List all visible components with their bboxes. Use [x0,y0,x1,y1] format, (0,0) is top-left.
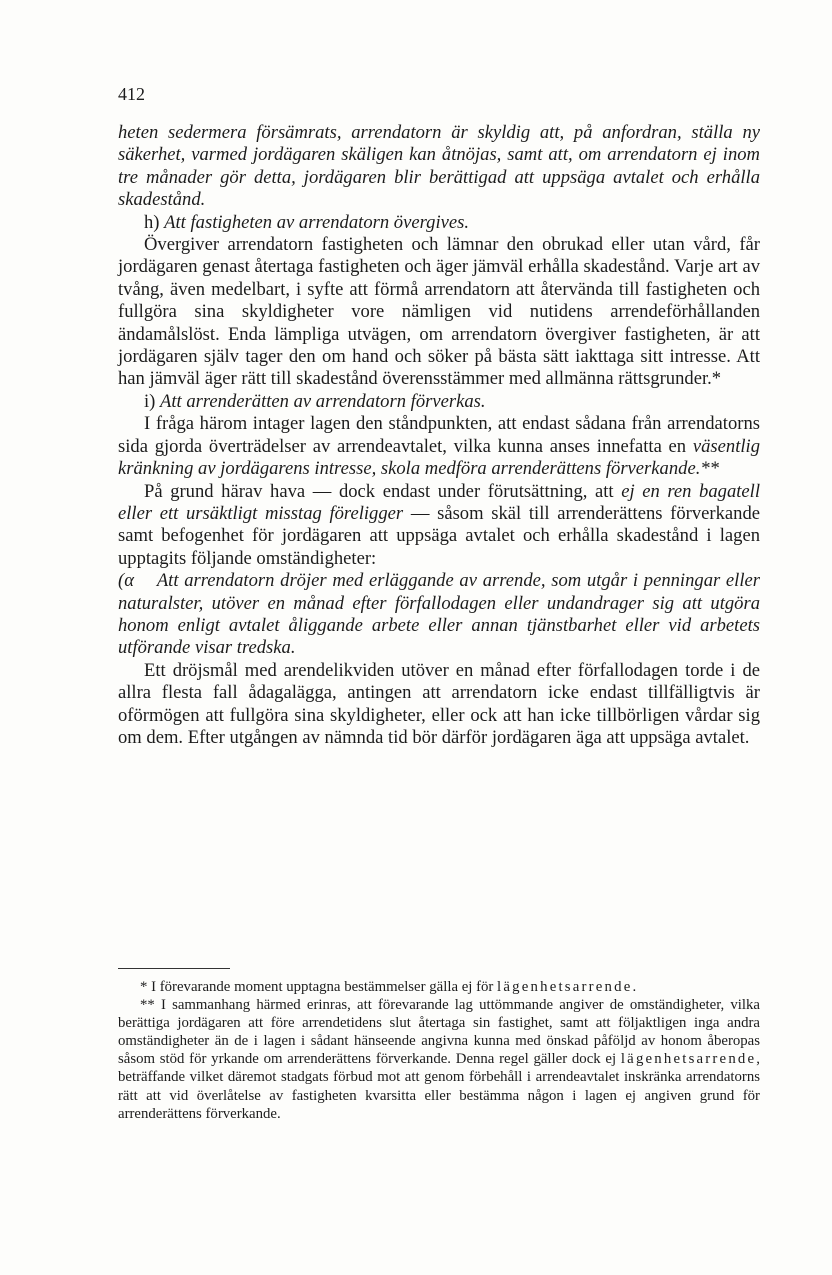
footnote-2-term: lägenhetsarrende [620,1051,757,1068]
paragraph-abandonment: Övergiver arrendatorn fastigheten och lämnar den obrukad eller utan vård, får jordägaren genast återtaga fastigheten och äger jämväl erhålla skadestånd. Varje art av tvång, även medelbart, i syfte att förmå arrendatorn att återvända till fastigheten och fullgöra sina skyldigheter vore nämligen vid nutidens arrendeförhållanden ändamålslöst. Enda lämpliga utvägen, om arrendatorn övergiver fastigheten, är att jordägaren själv tager den om hand och söker på bästa sätt iakttaga sitt intresse. Att han jämväl äger rätt till skadestånd överensstämmer med allmänna rättsgrunder.* [118,234,760,390]
paragraph-delay: Ett dröjsmål med arendelikviden utöver en månad efter förfallodagen torde i de allra flesta fall ådagalägga, antingen att arrendatorn icke endast tillfälligtvis är oförmögen att fullgöra sina skyldigheter, eller ock att han icke tillbörligen vårdar sig om dem. Efter utgången av nämnda tid bör därför jordägaren äga att uppsäga avtalet. [118,659,760,748]
forfeiture-text: I fråga härom intager lagen den ståndpunkten, att endast sådana från arrendatorns sida gjorda överträdelser av arrendeavtalet, vilka kunna anses innefatta en [118,413,760,457]
footnote-2 [118,996,760,1123]
forfeiture-emphasis: väsentlig kränkning av jordägarens intresse, skola medföra arrenderättens förverkande.** [118,435,760,480]
section-heading-h [118,212,760,234]
paragraph-grounds [118,481,760,571]
footnote-1-end: . [632,979,637,995]
main-text [118,122,760,749]
footnote-1-term: lägenhetsarrende [497,979,633,995]
alpha-text: Att arrendatorn dröjer med erläggande av arrende, som utgår i penningar eller naturalster, utöver en månad efter förfallodagen eller undandrager sig att utgöra honom enligt avtalet åliggande arbete eller annan tjänstbarhet eller vid arbetets utförande visar tredska. [118,570,761,659]
footnote-1-text: * I förevarande moment upptagna bestämmelser gälla ej för [140,979,498,995]
paragraph-forfeiture [118,413,760,480]
grounds-text-end: — såsom skäl till arrenderättens förverkande samt befogenhet för jordägaren att uppsäga avtalet och erhålla skadestånd i lagen upptagits följande omständigheter: [118,502,760,569]
section-letter-i: i) [144,390,156,412]
paragraph-continuation: heten sedermera försämrats, arrendatorn är skyldig att, på anfordran, ställa ny säkerhet, varmed jordägaren skäligen kan åtnöjas, samt att, om arrendatorn ej inom tre månader gör detta, jordägaren blir berättigad att uppsäga avtalet och erhålla skadestånd. [118,122,760,211]
footnote-divider [118,968,230,969]
alpha-marker: (α [118,570,134,592]
footnote-2-end: , beträffande vilket däremot stadgats förbud mot att genom förbehåll i arrendeavtalet inskränka arrendatorns rätt att vid överlåtelse av fastigheten kvarsitta eller bestämma någon i lagen ej angiven grund för arrenderättens förverkande. [118,1051,760,1122]
section-letter-h: h) [144,211,160,233]
section-title-h: Att fastigheten av arrendatorn övergives. [164,211,470,233]
footnote-1 [118,978,760,996]
section-heading-i [118,391,760,413]
paragraph-alpha [118,570,760,660]
page-number: 412 [118,84,145,104]
grounds-emphasis: ej en ren bagatell eller ett ursäktligt misstag föreligger [118,480,760,524]
footnotes [118,978,760,1123]
grounds-text-start: På grund härav hava — dock endast under förutsättning, att [144,480,622,502]
section-title-i: Att arrenderätten av arrendatorn förverkas. [160,390,486,412]
footnote-2-text: ** I sammanhang härmed erinras, att förevarande lag uttömmande angiver de omständigheter, vilka berättiga jordägaren att före arrendetidens slut återtaga sin fastighet, samt att följaktligen inga andra omständigheter än de i lagen i sådant hänseende angivna kunna med önskad påföljd av honom åberopas såsom stöd för yrkande om arrenderättens förverkande. Denna regel gäller dock ej [118,997,760,1068]
